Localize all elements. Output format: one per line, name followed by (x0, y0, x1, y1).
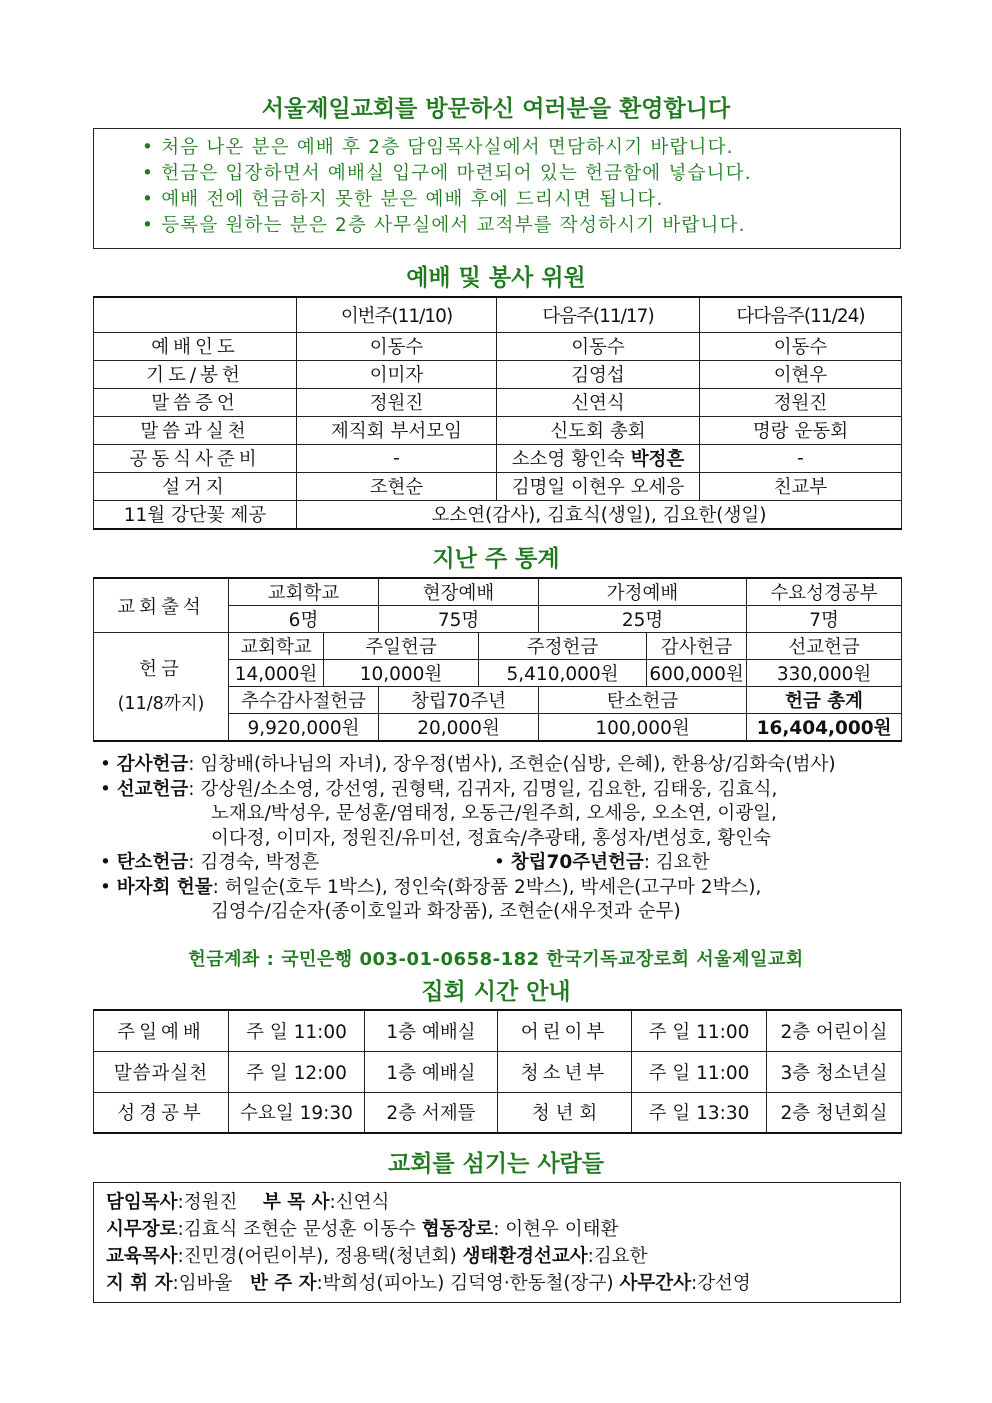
anniv-names: : 김요한 (643, 852, 710, 873)
thanks-label: 감사헌금 (116, 754, 189, 775)
bazaar-label: 바자회 헌물 (116, 876, 213, 898)
mission-line: • 선교헌금: 강상원/소소영, 강선영, 권형택, 김귀자, 김명일, 김요한, 김태웅, 김효식, (100, 778, 778, 800)
attendance-value: 6명 (229, 606, 379, 633)
attendance-header: 수요성경공부 (747, 578, 902, 606)
offering-value: 330,000원 (747, 660, 902, 687)
service-cell: 신도회 총회 (497, 416, 700, 444)
meal-names: 소소영 황인숙 (511, 449, 631, 470)
donor-list (100, 753, 910, 925)
staff-names: :신연식 (329, 1192, 390, 1213)
offering-header: 주일헌금 (324, 633, 479, 660)
staff-role: 생태환경선교사 (462, 1246, 588, 1267)
staff-names: :정원진 (177, 1192, 255, 1213)
flower-label: 11월 강단꽃 제공 (94, 500, 297, 529)
schedule-cell: 1층 예배실 (365, 1010, 498, 1051)
stats-title: 지난 주 통계 (432, 546, 560, 572)
staff-names: :강선영 (690, 1273, 751, 1294)
service-role: 말씀과실천 (94, 416, 297, 444)
service-cell: - (700, 444, 902, 472)
service-cell: 제직회 부서모임 (297, 416, 497, 444)
staff-names: :김요한 (587, 1246, 648, 1267)
attendance-value: 25명 (539, 606, 747, 633)
service-cell: 이동수 (497, 332, 700, 360)
offering-account: 헌금계좌 : 국민은행 003-01-0658-182 한국기독교장로회 서울제일교회 (188, 949, 804, 970)
staff-role: 부 목 사 (262, 1192, 330, 1213)
schedule-cell: 말씀과실천 (94, 1051, 229, 1092)
service-cell: 김영섭 (497, 360, 700, 388)
attendance-header: 현장예배 (379, 578, 539, 606)
service-header (94, 297, 297, 332)
staff-role: 시무장로 (106, 1219, 178, 1240)
welcome-line: • 등록을 원하는 분은 2층 사무실에서 교적부를 작성하시기 바랍니다. (142, 215, 746, 236)
offering-value: 600,000원 (647, 660, 747, 687)
service-cell: 정원진 (700, 388, 902, 416)
staff-title: 교회를 섬기는 사람들 (388, 1151, 604, 1177)
service-role: 말씀증언 (94, 388, 297, 416)
offering-header: 선교헌금 (747, 633, 902, 660)
staff-role: 반 주 자 (250, 1273, 317, 1294)
flower-value: 오소연(감사), 김효식(생일), 김요한(생일) (297, 500, 902, 529)
schedule-table (93, 1009, 902, 1134)
carbon-label: 탄소헌금 (116, 852, 189, 873)
service-cell: - (297, 444, 497, 472)
schedule-cell: 3층 청소년실 (767, 1051, 902, 1092)
welcome-line: • 헌금은 입장하면서 예배실 입구에 마련되어 있는 헌금함에 넣습니다. (142, 163, 752, 184)
service-role: 기도/봉헌 (94, 360, 297, 388)
offering-header: 창립70주년 (379, 687, 539, 714)
staff-names: :임바울 (172, 1273, 250, 1294)
service-cell: 이미자 (297, 360, 497, 388)
offering-header: 탄소헌금 (539, 687, 747, 714)
offering-value: 9,920,000원 (229, 714, 379, 742)
service-cell: 이동수 (297, 332, 497, 360)
staff-line (106, 1189, 900, 1216)
staff-names: :김효식 조현순 문성훈 이동수 (177, 1219, 422, 1240)
schedule-cell: 주일예배 (94, 1010, 229, 1051)
bazaar-line: • 바자회 헌물: 허일순(호두 1박스), 정인숙(화장품 2박스), 박세은(고구마 2박스), (100, 876, 762, 898)
bazaar-names: : 허일순(호두 1박스), 정인숙(화장품 2박스), 박세은(고구마 2박스), (212, 876, 762, 898)
mission-label: 선교헌금 (116, 778, 189, 800)
schedule-cell: 청 년 회 (498, 1092, 632, 1133)
offering-label-cell (94, 633, 229, 742)
staff-names: :박희성(피아노) 김덕영·한동철(장구) (316, 1273, 620, 1294)
staff-role: 협동장로 (421, 1219, 494, 1240)
schedule-cell: 2층 청년회실 (767, 1092, 902, 1133)
schedule-title: 집회 시간 안내 (421, 979, 571, 1005)
offering-header: 주정헌금 (479, 633, 647, 660)
service-role: 예배인도 (94, 332, 297, 360)
service-cell: 김명일 이현우 오세응 (497, 472, 700, 500)
mission-line: 노재요/박성우, 문성훈/염태정, 오동근/원주희, 오세응, 오소연, 이광일, (211, 803, 777, 824)
schedule-cell: 2층 어린이실 (767, 1010, 902, 1051)
schedule-cell: 청소년부 (498, 1051, 632, 1092)
stats-table (93, 577, 902, 742)
attendance-value: 7명 (747, 606, 902, 633)
service-cell: 정원진 (297, 388, 497, 416)
service-cell: 이동수 (700, 332, 902, 360)
schedule-cell: 성경공부 (94, 1092, 229, 1133)
schedule-cell: 주 일 11:00 (229, 1010, 365, 1051)
schedule-cell: 1층 예배실 (365, 1051, 498, 1092)
offering-value: 5,410,000원 (479, 660, 647, 687)
staff-names: : 이현우 이태환 (493, 1219, 619, 1240)
meal-bold-name: 박정흔 (630, 449, 685, 470)
schedule-cell: 주 일 12:00 (229, 1051, 365, 1092)
offering-header: 추수감사절헌금 (229, 687, 379, 714)
staff-line (106, 1270, 900, 1297)
staff-role: 교육목사 (106, 1246, 178, 1267)
offering-value: 14,000원 (229, 660, 324, 687)
bazaar-line: 김영수/김순자(종이호일과 화장품), 조현순(새우젓과 순무) (211, 901, 681, 922)
schedule-cell: 주 일 11:00 (632, 1010, 767, 1051)
attendance-label: 교회출석 (94, 578, 229, 633)
offering-header: 교회학교 (229, 633, 324, 660)
welcome-line: • 예배 전에 헌금하지 못한 분은 예배 후에 드리시면 됩니다. (142, 189, 664, 210)
service-cell: 조현순 (297, 472, 497, 500)
offering-total-header: 헌금 총계 (747, 687, 902, 714)
carbon-names: : 김경숙, 박정흔 (188, 852, 320, 873)
offering-sub: (11/8까지) (117, 693, 205, 714)
service-cell (497, 444, 700, 472)
carbon-line: • 탄소헌금: 김경숙, 박정흔 • 창립70주년헌금: 김요한 (100, 851, 910, 876)
schedule-cell: 수요일 19:30 (229, 1092, 365, 1133)
thanks-names: : 임창배(하나님의 자녀), 장우정(범사), 조현순(심방, 은혜), 한용상/김화숙(범사) (188, 754, 836, 775)
anniv-label: 창립70주년헌금 (510, 852, 644, 873)
staff-box (93, 1182, 901, 1303)
offering-value: 100,000원 (539, 714, 747, 742)
mission-names: : 강상원/소소영, 강선영, 권형택, 김귀자, 김명일, 김요한, 김태웅, 김효식, (188, 778, 778, 800)
thanks-line: • 감사헌금: 임창배(하나님의 자녀), 장우정(범사), 조현순(심방, 은혜), 한용상/김화숙(범사) (100, 754, 836, 775)
service-table (93, 296, 902, 530)
offering-total-value: 16,404,000원 (747, 714, 902, 742)
schedule-cell: 주 일 11:00 (632, 1051, 767, 1092)
staff-role: 지 휘 자 (106, 1273, 173, 1294)
attendance-value: 75명 (379, 606, 539, 633)
service-title: 예배 및 봉사 위원 (406, 265, 586, 291)
anniv-entry: • 창립70주년헌금: 김요한 (494, 852, 710, 873)
service-cell: 신연식 (497, 388, 700, 416)
service-header: 다음주(11/17) (497, 297, 700, 332)
staff-names: :진민경(어린이부), 정용택(청년회) (177, 1246, 463, 1267)
welcome-box (93, 128, 901, 249)
offering-header: 감사헌금 (647, 633, 747, 660)
staff-line (106, 1216, 900, 1243)
schedule-cell: 2층 서제뜰 (365, 1092, 498, 1133)
schedule-cell: 주 일 13:30 (632, 1092, 767, 1133)
schedule-cell: 어린이부 (498, 1010, 632, 1051)
offering-value: 10,000원 (324, 660, 479, 687)
offering-label: 헌금 (139, 658, 183, 680)
mission-line: 이다정, 이미자, 정원진/유미선, 정효숙/추광태, 홍성자/변성호, 황인숙 (211, 827, 772, 849)
attendance-header: 교회학교 (229, 578, 379, 606)
welcome-line: • 처음 나온 분은 예배 후 2층 담임목사실에서 면담하시기 바랍니다. (142, 137, 734, 158)
service-role: 공동식사준비 (94, 444, 297, 472)
offering-value: 20,000원 (379, 714, 539, 742)
service-header: 이번주(11/10) (297, 297, 497, 332)
welcome-title: 서울제일교회를 방문하신 여러분을 환영합니다 (261, 96, 731, 122)
service-role: 설거지 (94, 472, 297, 500)
service-header: 다다음주(11/24) (700, 297, 902, 332)
staff-line (106, 1243, 900, 1270)
service-cell: 이현우 (700, 360, 902, 388)
staff-role: 사무간사 (619, 1273, 691, 1294)
service-cell: 친교부 (700, 472, 902, 500)
staff-role: 담임목사 (106, 1192, 178, 1213)
attendance-header: 가정예배 (539, 578, 747, 606)
service-cell: 명랑 운동회 (700, 416, 902, 444)
